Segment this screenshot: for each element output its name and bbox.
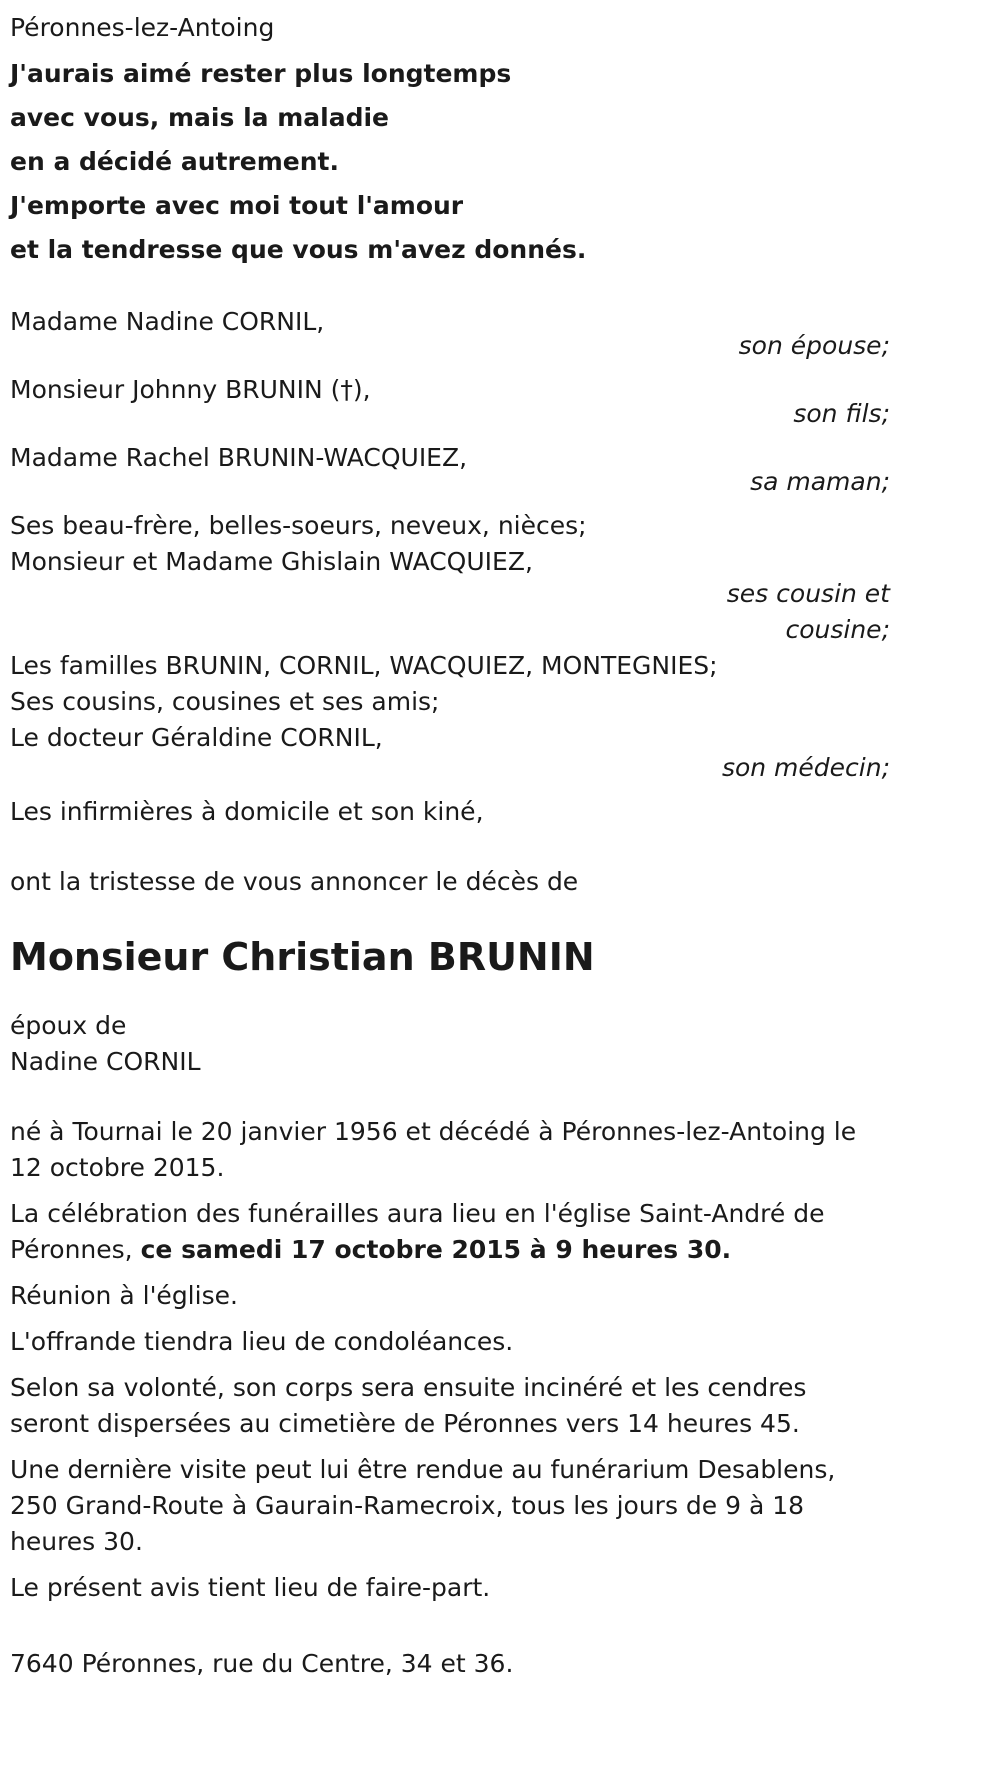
poem-line: J'emporte avec moi tout l'amour bbox=[10, 191, 464, 220]
funeral-date: ce samedi 17 octobre 2015 à 9 heures 30. bbox=[140, 1235, 732, 1264]
relative-role-line: cousine; bbox=[785, 615, 890, 644]
funeral-text: La célébration des funérailles aura lieu en l'église Saint-André de Péronnes, bbox=[10, 1199, 825, 1264]
relative-role: sa maman; bbox=[750, 467, 890, 496]
deceased-name: Monsieur Christian BRUNIN bbox=[10, 935, 595, 979]
relative-role: son médecin; bbox=[721, 753, 890, 782]
funeral-paragraph bbox=[10, 1196, 890, 1268]
visit-paragraph: Une dernière visite peut lui être rendue au funérarium Desablens, 250 Grand-Route à Gaurain-Ramecroix, tous les jours de 9 à 18 heures 30. bbox=[10, 1455, 836, 1556]
poem bbox=[10, 52, 890, 272]
relative-name: Monsieur Johnny BRUNIN (†), bbox=[10, 375, 371, 404]
relative-role bbox=[10, 576, 890, 648]
relative-name: Monsieur et Madame Ghislain WACQUIEZ, bbox=[10, 547, 533, 576]
notice-paragraph: Le présent avis tient lieu de faire-part. bbox=[10, 1573, 491, 1602]
relative-role-line: ses cousin et bbox=[726, 579, 890, 608]
relative-entry bbox=[10, 302, 890, 364]
spouse-line: époux de bbox=[10, 1011, 127, 1040]
relative-role: son fils; bbox=[793, 399, 890, 428]
poem-line: J'aurais aimé rester plus longtemps bbox=[10, 59, 512, 88]
cremation-paragraph: Selon sa volonté, son corps sera ensuite incinéré et les cendres seront dispersées au cimetière de Péronnes vers 14 heures 45. bbox=[10, 1373, 807, 1438]
poem-line: avec vous, mais la maladie bbox=[10, 103, 389, 132]
birth-death-paragraph: né à Tournai le 20 janvier 1956 et décédé à Péronnes-lez-Antoing le 12 octobre 2015. bbox=[10, 1117, 857, 1182]
announcement: ont la tristesse de vous annoncer le décès de bbox=[10, 867, 579, 896]
relative-name: Le docteur Géraldine CORNIL, bbox=[10, 723, 383, 752]
relative-role: son épouse; bbox=[738, 331, 890, 360]
meeting-paragraph: Réunion à l'église. bbox=[10, 1281, 238, 1310]
poem-line: et la tendresse que vous m'avez donnés. bbox=[10, 235, 587, 264]
relative-name: Ses cousins, cousines et ses amis; bbox=[10, 687, 440, 716]
relative-entry bbox=[10, 508, 890, 648]
relative-name: Les infirmières à domicile et son kiné, bbox=[10, 797, 484, 826]
location: Péronnes-lez-Antoing bbox=[10, 13, 275, 42]
spouse-name: Nadine CORNIL bbox=[10, 1047, 201, 1076]
relative-entry bbox=[10, 648, 890, 786]
relative-name: Madame Rachel BRUNIN-WACQUIEZ, bbox=[10, 443, 468, 472]
relative-name: Les familles BRUNIN, CORNIL, WACQUIEZ, MONTEGNIES; bbox=[10, 651, 718, 680]
death-notice bbox=[10, 0, 890, 1684]
relative-entry bbox=[10, 792, 890, 832]
offering-paragraph: L'offrande tiendra lieu de condoléances. bbox=[10, 1327, 514, 1356]
relative-name: Ses beau-frère, belles-soeurs, neveux, nièces; bbox=[10, 511, 587, 540]
poem-line: en a décidé autrement. bbox=[10, 147, 339, 176]
relative-name: Madame Nadine CORNIL, bbox=[10, 307, 325, 336]
relative-entry bbox=[10, 370, 890, 432]
relative-entry bbox=[10, 438, 890, 500]
address: 7640 Péronnes, rue du Centre, 34 et 36. bbox=[10, 1649, 514, 1678]
